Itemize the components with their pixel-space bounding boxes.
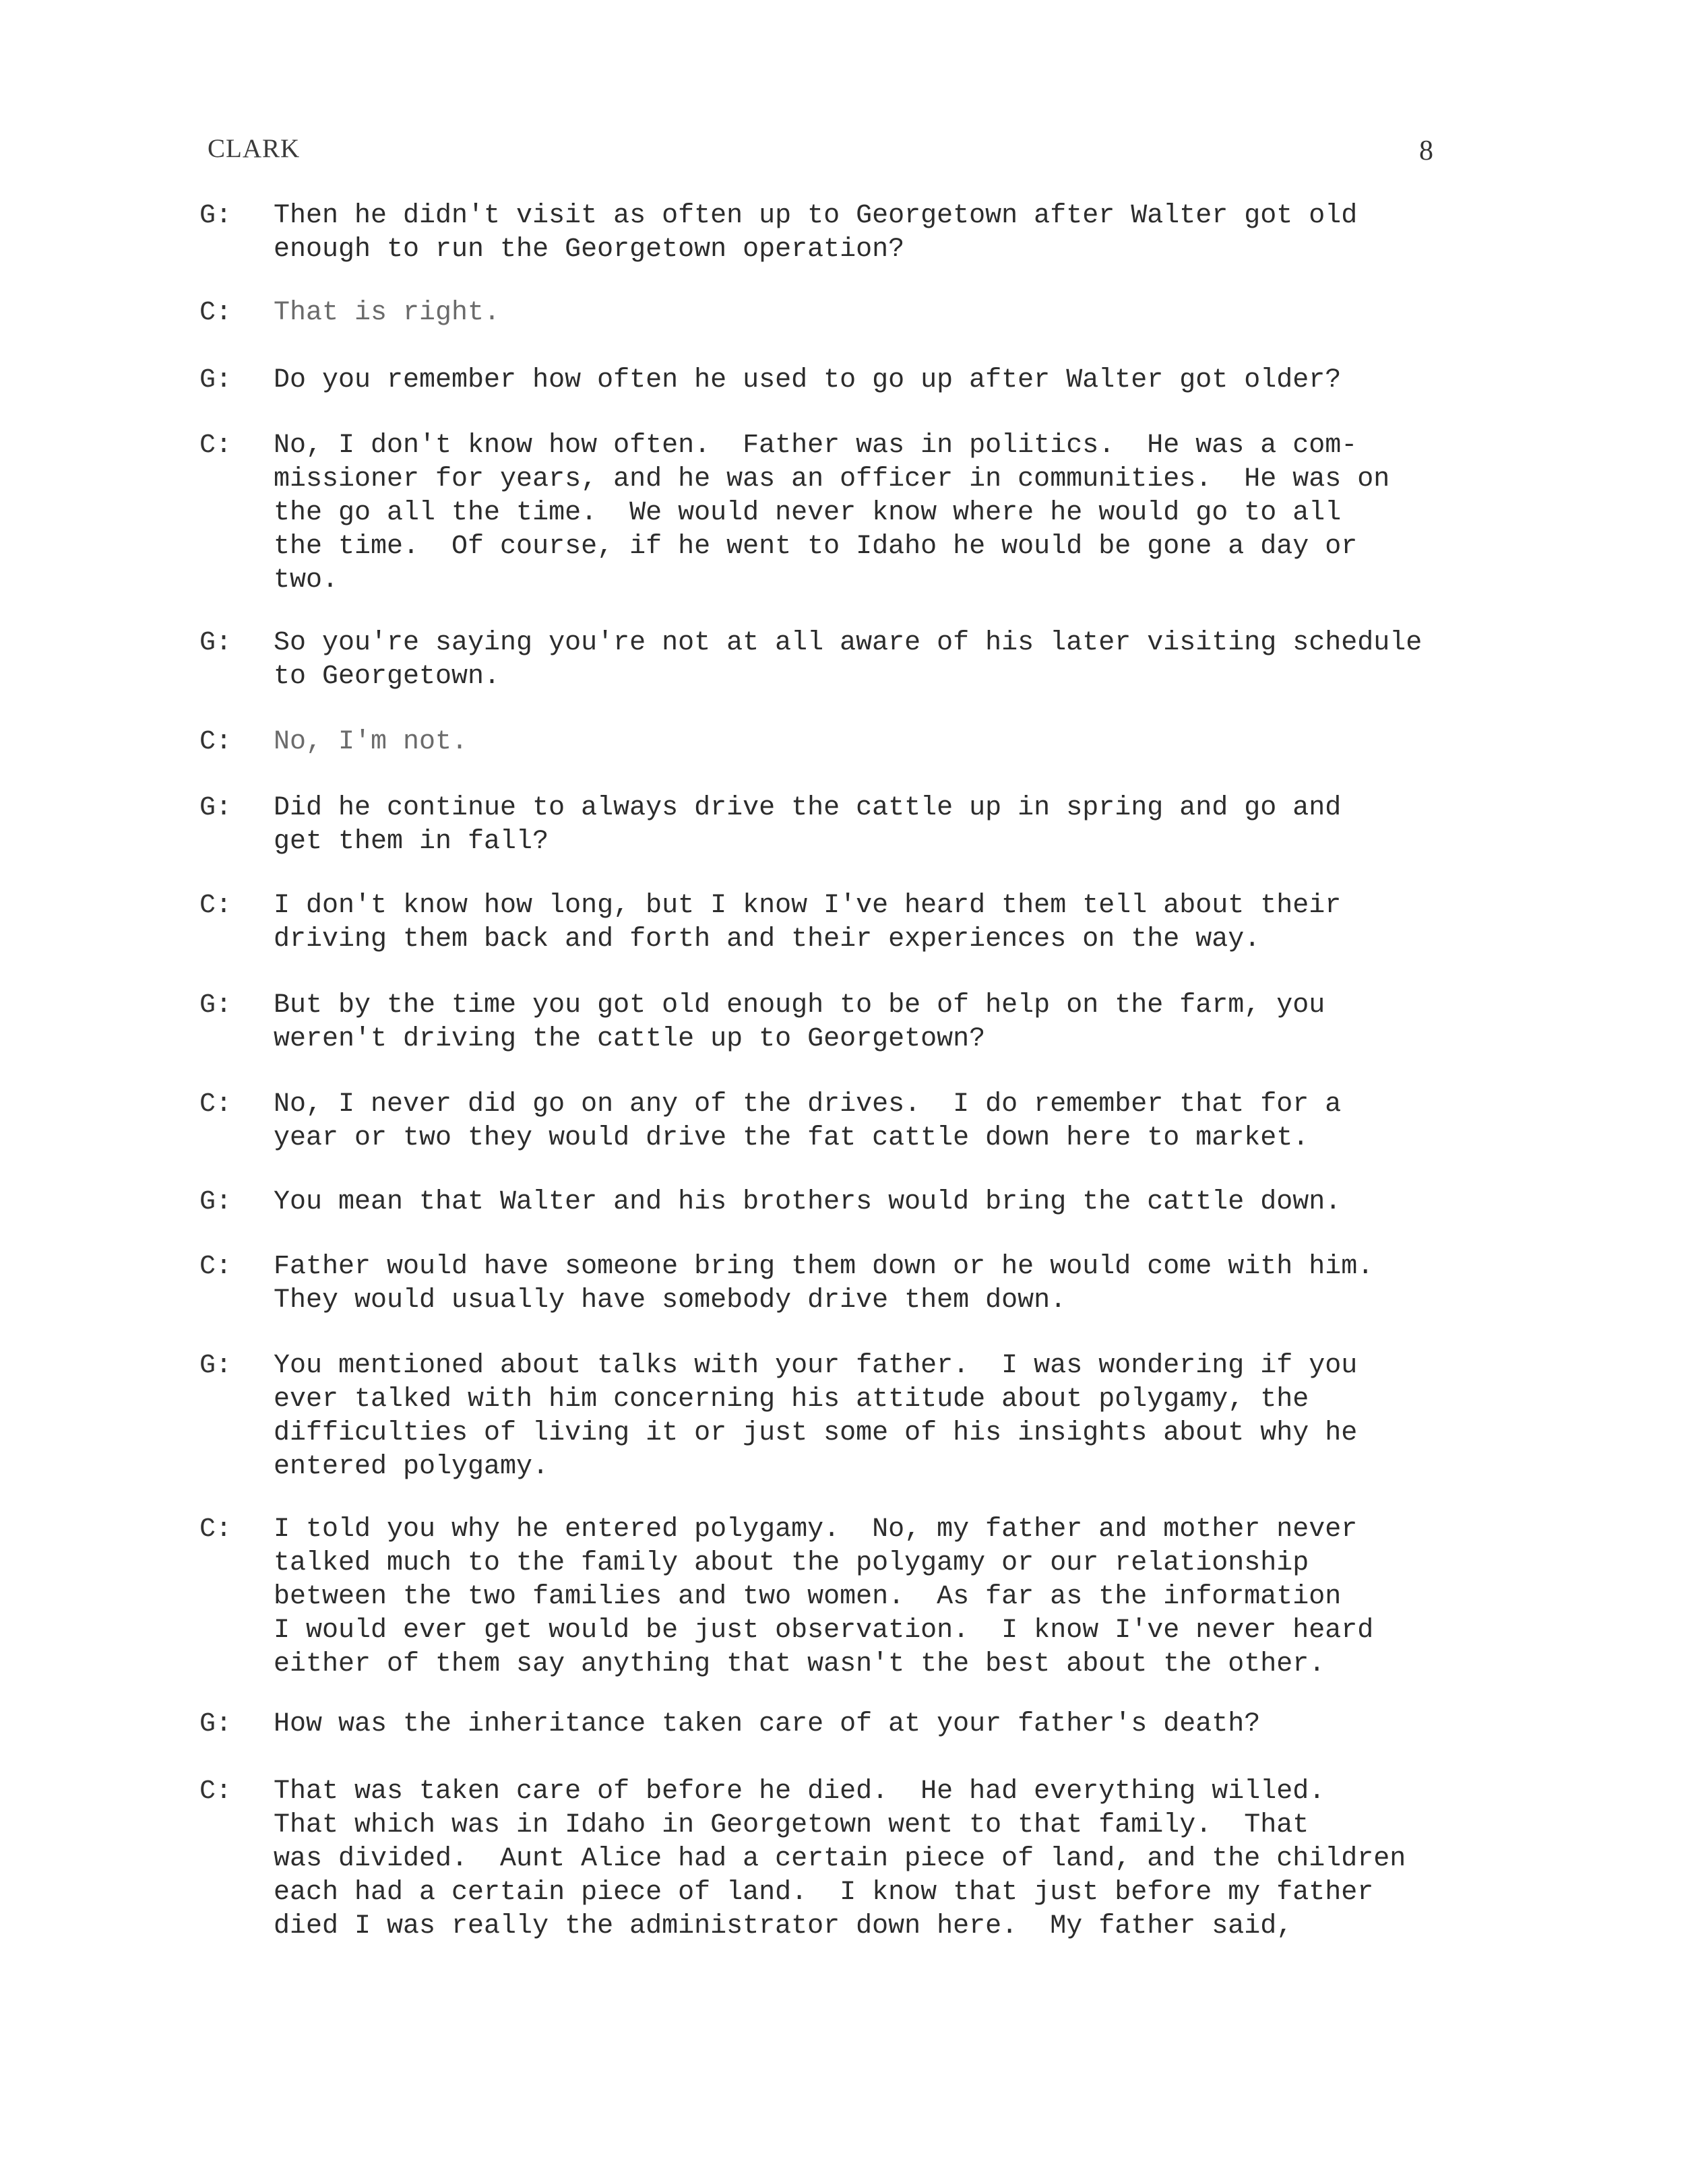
speaker-label: C:	[199, 1252, 232, 1282]
speaker-label: G:	[199, 1351, 232, 1381]
speech-text: Do you remember how often he used to go up after Walter got older?	[274, 365, 1342, 395]
speech-text: But by the time you got old enough to be of help on the farm, you weren't driving the cattle up to Georgetown?	[274, 990, 1325, 1054]
speech-text: No, I'm not.	[274, 727, 468, 757]
speaker-label: G:	[199, 1709, 232, 1739]
speech-text: Then he didn't visit as often up to Georgetown after Walter got old enough to run the Georgetown operation?	[274, 201, 1358, 265]
speaker-label: C:	[199, 1089, 232, 1120]
speech-text: No, I don't know how often. Father was in politics. He was a com- missioner for years, and he was an officer in communities. He was on the go all the time. We would never know where he would go to all the time. Of course, if he went to Idaho he would be gone a day or two.	[274, 430, 1390, 596]
page-number: 8	[1419, 135, 1433, 166]
speaker-label: C:	[199, 430, 232, 461]
speech-text: You mentioned about talks with your father. I was wondering if you ever talked with him concerning his attitude about polygamy, the difficulties of living it or just some of his insights about why he entered polygamy.	[274, 1351, 1358, 1482]
speech-text: I don't know how long, but I know I've heard them tell about their driving them back and forth and their experiences on the way.	[274, 891, 1342, 955]
speaker-label: C:	[199, 727, 232, 757]
speech-text: How was the inheritance taken care of at your father's death?	[274, 1709, 1261, 1739]
speaker-label: G:	[199, 1187, 232, 1217]
header-name: CLARK	[208, 134, 301, 163]
speech-text: No, I never did go on any of the drives. I do remember that for a year or two they would drive the fat cattle down here to market.	[274, 1089, 1342, 1153]
speaker-label: G:	[199, 990, 232, 1021]
speech-text: You mean that Walter and his brothers would bring the cattle down.	[274, 1187, 1342, 1217]
speaker-label: G:	[199, 201, 232, 231]
speaker-label: G:	[199, 365, 232, 395]
speaker-label: C:	[199, 1514, 232, 1545]
speech-text: That is right.	[274, 298, 501, 328]
speaker-label: G:	[199, 793, 232, 823]
speaker-label: C:	[199, 298, 232, 328]
speaker-label: C:	[199, 891, 232, 921]
speech-text: Father would have someone bring them down or he would come with him. They would usually have somebody drive them down.	[274, 1252, 1374, 1316]
speech-text: Did he continue to always drive the cattle up in spring and go and get them in fall?	[274, 793, 1342, 857]
speaker-label: C:	[199, 1776, 232, 1807]
speech-text: That was taken care of before he died. He had everything willed. That which was in Idaho in Georgetown went to that family. That was divided. Aunt Alice had a certain piece of land, and the children each had a certain piece of land. I know that just before my father died I was really the administrator down here. My father said,	[274, 1776, 1406, 1941]
speech-text: So you're saying you're not at all aware of his later visiting schedule to Georgetown.	[274, 628, 1423, 692]
speaker-label: G:	[199, 628, 232, 658]
speech-text: I told you why he entered polygamy. No, my father and mother never talked much to the family about the polygamy or our relationship between the two families and two women. As far as the information I would ever get would be just observation. I know I've never heard either of them say anything that wasn't the best about the other.	[274, 1514, 1374, 1679]
